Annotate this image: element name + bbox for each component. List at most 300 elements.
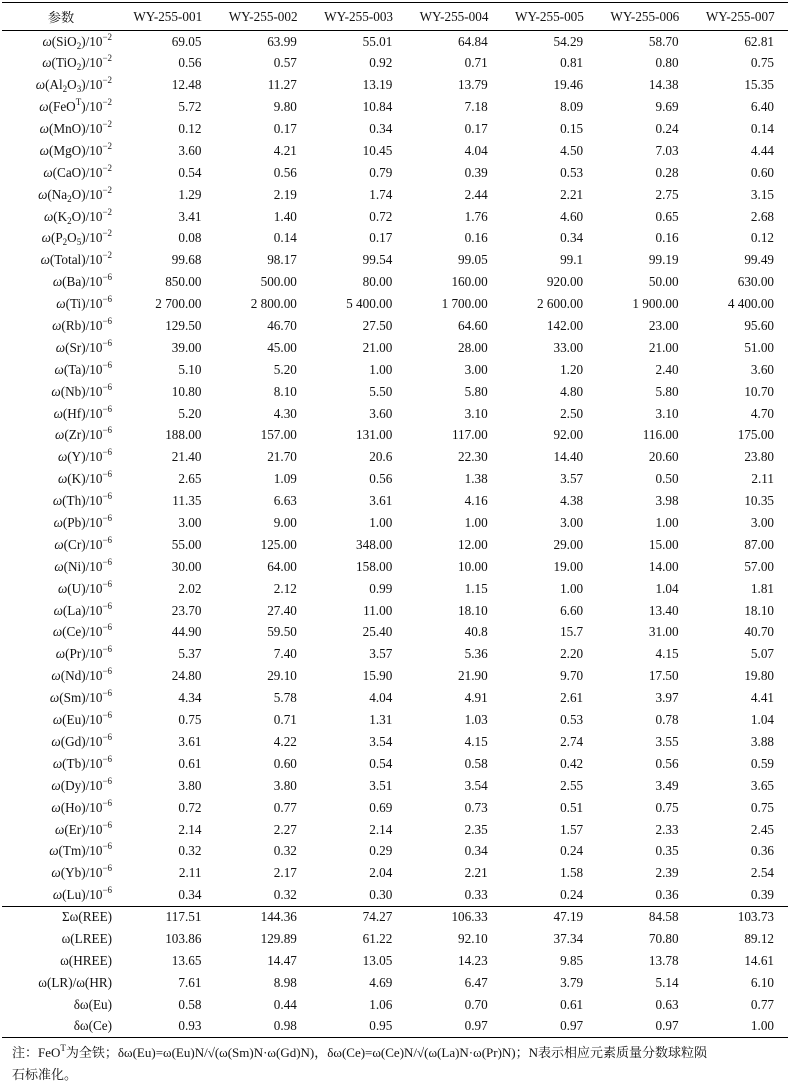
table-cell: 0.12: [178, 121, 202, 136]
table-cell: 99.05: [458, 252, 488, 268]
param-unit-exponent: −6: [102, 447, 113, 458]
param-unit-exponent: −6: [102, 622, 113, 633]
table-row: [2, 556, 788, 578]
table-cell: 58.70: [648, 33, 679, 49]
param-element: (Ti)/10: [65, 296, 103, 312]
table-cell: 5.20: [178, 405, 202, 421]
table-cell: 0.92: [369, 55, 393, 71]
table-cell: 0.60: [273, 755, 297, 771]
table-cell: 10.70: [744, 383, 774, 399]
table-cell: 3.00: [178, 515, 202, 531]
table-cell: 10.84: [362, 99, 393, 115]
table-note: [2, 1042, 788, 1086]
table-cell: 2.19: [273, 186, 297, 202]
table-cell: 0.34: [464, 843, 488, 859]
table-cell: 0.59: [750, 755, 774, 771]
table-cell: 1.38: [464, 471, 488, 487]
table-row: [2, 884, 788, 906]
param-unit-exponent: −2: [102, 206, 113, 217]
table-cell: 0.24: [560, 843, 584, 859]
omega-symbol: ω: [52, 493, 63, 509]
param-element: (Dy)/10: [60, 777, 103, 793]
table-cell: 4.70: [750, 405, 774, 421]
param-element: (Ni)/10: [63, 558, 103, 574]
table-cell: 0.56: [655, 755, 679, 771]
table-cell: 12.00: [458, 536, 488, 552]
omega-symbol: ω: [54, 558, 64, 574]
omega-symbol: ω: [55, 646, 66, 662]
table-row: [2, 359, 788, 381]
geochemistry-table: [2, 2, 788, 1038]
table-cell: 9.70: [560, 668, 584, 684]
table-cell: 17.50: [648, 668, 679, 684]
param-unit-exponent: −2: [102, 31, 113, 42]
param-header: 参数: [2, 3, 120, 31]
table-row: [2, 862, 788, 884]
table-row: [2, 118, 788, 140]
table-cell: 0.61: [560, 996, 584, 1012]
summary-label: ω(LREE): [61, 930, 113, 946]
table-cell: 3.60: [369, 405, 393, 421]
table-cell: 0.32: [178, 843, 202, 859]
param-unit-base: )/10: [81, 230, 103, 246]
table-row: [2, 622, 788, 644]
header-row: [2, 3, 788, 31]
omega-symbol: ω: [49, 690, 60, 706]
param-element: (Nb)/10: [60, 383, 103, 399]
param-unit-exponent: −6: [102, 556, 113, 567]
param-element: (Th)/10: [62, 493, 103, 509]
table-cell: 0.15: [560, 121, 584, 136]
table-cell: 175.00: [737, 427, 774, 443]
table-row: [2, 600, 788, 622]
table-cell: 0.73: [464, 799, 488, 815]
param-unit-exponent: −6: [102, 337, 113, 348]
param-element: (Y)/10: [67, 449, 103, 465]
param-label: [2, 622, 120, 644]
table-cell: 2.14: [178, 821, 202, 837]
table-cell: 3.49: [655, 777, 679, 793]
param-label: [2, 118, 120, 140]
table-cell: 117.51: [120, 906, 215, 928]
param-unit-exponent: −2: [102, 184, 113, 195]
omega-symbol: ω: [51, 865, 61, 881]
param-element: (P: [50, 230, 63, 246]
table-cell: 125.00: [260, 536, 297, 552]
table-cell: 2.54: [750, 865, 774, 881]
param-label: [2, 556, 120, 578]
table-cell: 103.73: [693, 906, 788, 928]
table-row: [2, 228, 788, 250]
omega-symbol: ω: [42, 55, 52, 71]
table-cell: 5.72: [178, 99, 202, 115]
param-label: [2, 403, 120, 425]
table-cell: 103.86: [165, 930, 202, 946]
table-cell: 0.44: [273, 996, 297, 1012]
param-unit-exponent: −6: [102, 294, 113, 305]
table-cell: 14.40: [553, 449, 584, 465]
param-label: [2, 315, 120, 337]
param-unit-exponent: −6: [102, 797, 113, 808]
param-subscript: 2: [67, 193, 72, 204]
table-cell: 23.00: [648, 318, 679, 334]
table-cell: 37.34: [553, 930, 584, 946]
omega-symbol: ω: [51, 733, 61, 749]
table-cell: 6.63: [273, 493, 297, 509]
table-cell: 1.58: [560, 865, 584, 881]
param-unit-base: )/10: [81, 55, 103, 71]
param-label: [2, 840, 120, 862]
sample-header: WY-255-004: [406, 3, 501, 31]
table-cell: 2.35: [464, 821, 488, 837]
table-cell: 3.80: [178, 777, 202, 793]
param-label: [2, 643, 120, 665]
table-cell: 27.40: [267, 602, 297, 618]
table-row: [2, 840, 788, 862]
table-cell: 10.80: [171, 383, 202, 399]
param-unit-exponent: −2: [102, 97, 113, 108]
table-cell: 160.00: [451, 274, 488, 290]
summary-label: δω(Ce): [2, 1016, 120, 1038]
param-unit-exponent: −6: [102, 688, 113, 699]
omega-symbol: ω: [51, 799, 61, 815]
table-row: [2, 52, 788, 74]
summary-label: ω(LR)/ω(HR): [38, 974, 113, 990]
table-cell: 63.99: [267, 33, 297, 49]
table-cell: 6.47: [464, 974, 488, 990]
table-cell: 0.34: [178, 886, 202, 902]
param-element: (Tm)/10: [58, 843, 103, 859]
param-label: [2, 600, 120, 622]
table-cell: 0.32: [273, 886, 297, 902]
table-cell: 2.55: [560, 777, 584, 793]
table-cell: 106.33: [406, 906, 501, 928]
table-cell: 0.12: [750, 230, 774, 246]
param-unit-exponent: −2: [102, 162, 113, 173]
table-cell: 0.70: [464, 996, 488, 1012]
table-cell: 3.54: [464, 777, 488, 793]
table-cell: 2.17: [273, 865, 297, 881]
table-row: [2, 31, 788, 53]
param-element: (MnO)/10: [48, 121, 103, 136]
param-element: (Total)/10: [49, 252, 103, 268]
table-cell: 4.50: [560, 142, 584, 158]
param-label: [2, 578, 120, 600]
omega-symbol: ω: [39, 99, 49, 115]
param-element: (Sr)/10: [65, 339, 103, 355]
table-cell: 0.53: [560, 712, 584, 728]
param-unit-exponent: −6: [102, 666, 113, 677]
omega-symbol: ω: [55, 427, 65, 443]
table-cell: 10.35: [744, 493, 774, 509]
table-cell: 4.16: [464, 493, 488, 509]
param-unit-exponent: −6: [102, 513, 113, 524]
param-unit-exponent: −2: [102, 140, 113, 151]
table-cell: 0.75: [750, 799, 774, 815]
table-cell: 0.32: [273, 843, 297, 859]
param-label: [2, 709, 120, 731]
table-cell: 2.45: [750, 821, 774, 837]
table-cell: 4.30: [273, 405, 297, 421]
param-element: (Lu)/10: [62, 886, 103, 902]
param-label: [2, 249, 120, 271]
note-feot-text: 为全铁；: [65, 1044, 118, 1060]
table-row: [2, 490, 788, 512]
table-cell: 5.36: [464, 646, 488, 662]
param-element: (SiO: [51, 33, 77, 49]
table-cell: 4.04: [464, 142, 488, 158]
omega-symbol: ω: [40, 252, 50, 268]
table-cell: 0.34: [560, 230, 584, 246]
table-cell: 1.00: [655, 515, 679, 531]
table-cell: 3.41: [178, 208, 202, 224]
table-cell: 0.78: [655, 712, 679, 728]
table-row: [2, 819, 788, 841]
table-cell: 19.80: [744, 668, 774, 684]
table-cell: 2.11: [178, 865, 202, 881]
table-cell: 188.00: [165, 427, 202, 443]
table-cell: 1.74: [369, 186, 393, 202]
param-label: [2, 490, 120, 512]
omega-symbol: ω: [53, 405, 63, 421]
param-unit-exponent: −6: [102, 753, 113, 764]
omega-symbol: ω: [52, 886, 63, 902]
param-element: (K: [53, 208, 68, 224]
param-unit-exponent: −2: [102, 228, 113, 239]
param-element: (FeO: [48, 99, 76, 115]
param-element: (Er)/10: [64, 821, 103, 837]
table-cell: 55.01: [362, 33, 393, 49]
param-element: (Yb)/10: [60, 865, 103, 881]
param-subscript: 2: [67, 215, 72, 226]
table-cell: 1.40: [273, 208, 297, 224]
table-cell: 0.17: [273, 121, 297, 136]
table-cell: 2.12: [273, 580, 297, 596]
table-cell: 59.50: [267, 624, 297, 640]
table-cell: 1.20: [560, 361, 584, 377]
sample-header: WY-255-007: [693, 3, 788, 31]
table-cell: 4.91: [464, 690, 488, 706]
table-cell: 1 700.00: [441, 296, 488, 312]
table-cell: 1.76: [464, 208, 488, 224]
param-unit-exponent: −2: [102, 75, 113, 86]
note-feot: FeO: [38, 1044, 61, 1060]
table-cell: 3.15: [750, 186, 774, 202]
table-cell: 4.69: [369, 974, 393, 990]
omega-symbol: ω: [38, 186, 48, 202]
table-cell: 29.10: [267, 668, 297, 684]
table-cell: 6.10: [750, 974, 774, 990]
table-cell: 22.30: [458, 449, 488, 465]
note-line-2: 石标准化。: [12, 1066, 78, 1082]
omega-symbol: ω: [55, 821, 65, 837]
table-cell: 5.37: [178, 646, 202, 662]
table-cell: 0.36: [655, 886, 679, 902]
table-cell: 0.50: [655, 471, 679, 487]
table-cell: 0.33: [464, 886, 488, 902]
table-cell: 2.74: [560, 733, 584, 749]
table-cell: 0.54: [369, 755, 393, 771]
param-unit-base: O)/10: [71, 208, 103, 224]
table-cell: 21.00: [362, 339, 393, 355]
table-cell: 1.04: [655, 580, 679, 596]
table-cell: 15.00: [648, 536, 679, 552]
param-label: [2, 775, 120, 797]
table-cell: 1.03: [464, 712, 488, 728]
table-cell: 2.44: [464, 186, 488, 202]
table-cell: 3.00: [560, 515, 584, 531]
table-cell: 0.16: [464, 230, 488, 246]
param-label: [2, 884, 120, 906]
param-element: (CaO)/10: [52, 164, 103, 180]
table-cell: 99.49: [744, 252, 774, 268]
table-cell: 0.29: [369, 843, 393, 859]
param-element: (La)/10: [62, 602, 103, 618]
param-label: [2, 381, 120, 403]
table-cell: 69.05: [171, 33, 202, 49]
table-cell: 0.51: [560, 799, 584, 815]
table-cell: 0.98: [215, 1016, 310, 1038]
param-element: (Hf)/10: [62, 405, 103, 421]
param-element: (Cr)/10: [63, 536, 103, 552]
param-element: (Gd)/10: [60, 733, 103, 749]
table-cell: 12.48: [171, 77, 202, 93]
table-cell: 39.00: [171, 339, 202, 355]
param-subscript: 3: [76, 84, 82, 95]
sample-header: WY-255-001: [120, 3, 215, 31]
omega-symbol: ω: [57, 580, 68, 596]
table-cell: 0.35: [655, 843, 679, 859]
table-cell: 0.54: [178, 164, 202, 180]
table-cell: 51.00: [744, 339, 774, 355]
omega-symbol: ω: [54, 361, 64, 377]
table-cell: 14.61: [744, 952, 774, 968]
table-cell: 4.21: [273, 142, 297, 158]
table-cell: 0.14: [273, 230, 297, 246]
table-cell: 0.56: [369, 471, 393, 487]
note-line-1: [12, 1042, 784, 1064]
table-row: [2, 578, 788, 600]
table-cell: 0.57: [273, 55, 297, 71]
table-cell: 1.00: [464, 515, 488, 531]
param-unit-exponent: −2: [102, 53, 113, 64]
table-cell: 1.57: [560, 821, 584, 837]
param-unit-exponent: −6: [102, 600, 113, 611]
table-cell: 3.97: [655, 690, 679, 706]
table-cell: 3.57: [560, 471, 584, 487]
table-row: [2, 271, 788, 293]
table-cell: 1.06: [369, 996, 393, 1012]
omega-symbol: ω: [53, 515, 63, 531]
table-cell: 142.00: [546, 318, 584, 334]
table-cell: 2.20: [560, 646, 584, 662]
table-cell: 9.80: [273, 99, 297, 115]
note-prefix: 注：: [12, 1044, 39, 1060]
param-element: (Na: [47, 186, 68, 202]
param-label: [2, 271, 120, 293]
param-label: [2, 425, 120, 447]
table-cell: 3.00: [750, 515, 774, 531]
table-cell: 1.00: [369, 515, 393, 531]
table-cell: 3.88: [750, 733, 774, 749]
table-cell: 1.00: [560, 580, 584, 596]
table-cell: 30.00: [171, 558, 202, 574]
table-cell: 8.10: [273, 383, 297, 399]
table-cell: 0.58: [464, 755, 488, 771]
omega-symbol: ω: [52, 712, 63, 728]
table-cell: 11.35: [172, 493, 202, 509]
table-cell: 20.6: [369, 449, 393, 465]
param-label: [2, 337, 120, 359]
table-cell: 0.28: [655, 164, 679, 180]
param-element: (Zr)/10: [64, 427, 103, 443]
param-unit-exponent: −6: [102, 578, 113, 589]
table-cell: 0.79: [369, 164, 393, 180]
table-row: [2, 468, 788, 490]
table-cell: 3.55: [655, 733, 679, 749]
table-row: [2, 534, 788, 556]
table-cell: 920.00: [546, 274, 584, 290]
table-row: [2, 775, 788, 797]
table-row: [2, 687, 788, 709]
table-cell: 28.00: [458, 339, 488, 355]
table-cell: 4.80: [560, 383, 584, 399]
table-cell: 5.10: [178, 361, 202, 377]
omega-symbol: ω: [41, 230, 51, 246]
table-cell: 3.60: [178, 142, 202, 158]
table-cell: 2.68: [750, 208, 774, 224]
table-cell: 8.09: [560, 99, 584, 115]
table-cell: 15.35: [744, 77, 774, 93]
table-cell: 0.75: [655, 799, 679, 815]
param-label: [2, 446, 120, 468]
table-cell: 3.61: [369, 493, 393, 509]
param-unit-exponent: −6: [102, 863, 113, 874]
table-row: [2, 643, 788, 665]
table-cell: 5.20: [273, 361, 297, 377]
omega-symbol: ω: [57, 449, 68, 465]
table-cell: 21.40: [171, 449, 202, 465]
param-unit-exponent: −6: [102, 381, 113, 392]
param-element: (Eu)/10: [62, 712, 103, 728]
omega-symbol: ω: [49, 843, 59, 859]
param-subscript: 2: [62, 237, 68, 248]
table-cell: 25.40: [362, 624, 393, 640]
table-cell: 57.00: [744, 558, 774, 574]
table-cell: 2.21: [464, 865, 488, 881]
note-separator: ，: [314, 1044, 328, 1060]
table-cell: 0.24: [655, 121, 679, 136]
param-unit-exponent: −6: [102, 710, 113, 721]
omega-symbol: ω: [55, 339, 66, 355]
table-cell: 4.34: [178, 690, 202, 706]
table-cell: 14.38: [648, 77, 679, 93]
table-cell: 10.45: [362, 142, 393, 158]
note-feot-sup: T: [60, 1042, 66, 1053]
param-element: (Sm)/10: [59, 690, 103, 706]
param-label: [2, 687, 120, 709]
table-cell: 2.75: [655, 186, 679, 202]
table-row: [2, 249, 788, 271]
table-cell: 70.80: [648, 930, 679, 946]
param-unit-base: O)/10: [71, 186, 103, 202]
table-cell: 0.24: [560, 886, 584, 902]
table-cell: 14.23: [458, 952, 488, 968]
table-row: [2, 403, 788, 425]
table-cell: 46.70: [267, 318, 297, 334]
table-cell: 2.40: [655, 361, 679, 377]
param-label: [2, 665, 120, 687]
